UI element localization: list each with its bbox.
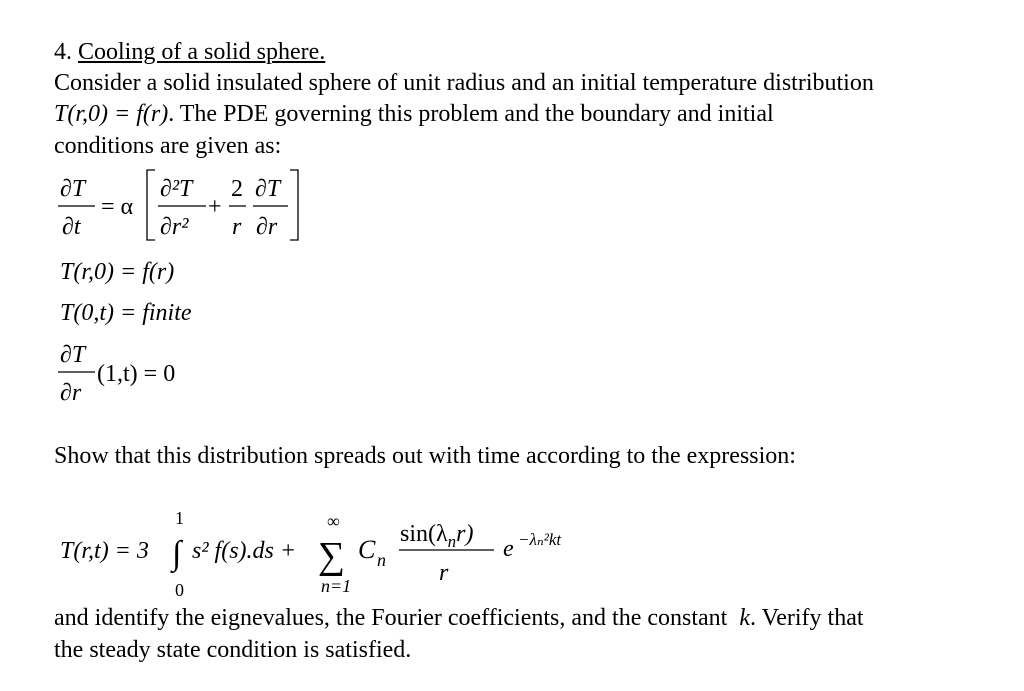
coefficient-c-subscript: n xyxy=(377,550,386,570)
initial-condition-inline: T(r,0) = f(r) xyxy=(54,101,169,127)
problem-title: Cooling of a solid sphere. xyxy=(78,39,326,65)
integrand: s² f(s).ds + xyxy=(192,538,297,564)
problem-number: 4. xyxy=(54,39,72,65)
center-condition: T(0,t) = finite xyxy=(60,300,192,326)
pde-equals-alpha: = α xyxy=(101,194,134,220)
pde-right-bracket xyxy=(290,170,298,240)
closing-line-1-start: and identify the eignevalues, the Fourier coefficients, and the constant xyxy=(54,605,728,631)
intro-line-3: conditions are given as: xyxy=(54,133,282,159)
exponential-base: e xyxy=(503,536,514,562)
pde-lhs-numerator: ∂T xyxy=(60,176,86,202)
boundary-condition-denominator: ∂r xyxy=(60,380,82,406)
closing-line-2: the steady state condition is satisfied. xyxy=(54,637,412,663)
boundary-condition-rest: (1,t) = 0 xyxy=(97,361,176,387)
solution-expression xyxy=(60,508,562,600)
fraction-numerator: $\sin(\lambda_nr)$ xyxy=(400,521,474,551)
pde-term2-coeff-numerator: 2 xyxy=(231,176,243,202)
closing-line-1-end: . Verify that xyxy=(750,605,864,631)
pde-lhs-denominator: ∂t xyxy=(62,214,81,240)
initial-condition: T(r,0) = f(r) xyxy=(60,259,175,285)
fraction-denominator: r xyxy=(439,560,449,586)
intro-line-2-rest: . The PDE governing this problem and the boundary and initial xyxy=(168,101,774,127)
integral-sign: ∫ xyxy=(172,535,182,572)
pde-term1-denominator: ∂r² xyxy=(160,214,189,240)
conditions-block xyxy=(58,259,192,406)
constant-k: k xyxy=(739,605,750,631)
closing-line-1 xyxy=(54,602,864,634)
exponential-power: −λₙ²kt xyxy=(518,530,562,549)
summation-upper-limit: ∞ xyxy=(327,511,340,531)
pde-left-bracket xyxy=(147,170,155,240)
pde-term2-numerator: ∂T xyxy=(255,176,281,202)
summation-lower-limit: n=1 xyxy=(321,576,352,596)
pde-term2-coeff-denominator: r xyxy=(232,214,242,240)
pde-term2-denominator: ∂r xyxy=(256,214,278,240)
integral-lower-limit: 0 xyxy=(175,580,184,600)
show-that-text: Show that this distribution spreads out with time according to the expression: xyxy=(54,443,796,469)
pde-term1-numerator: ∂²T xyxy=(160,176,193,202)
solution-lhs: T(r,t) = 3 xyxy=(60,538,149,564)
pde-plus: + xyxy=(208,194,222,220)
integral-upper-limit: 1 xyxy=(175,508,184,528)
coefficient-c: C xyxy=(358,535,376,564)
boundary-condition-numerator: ∂T xyxy=(60,342,86,368)
pde-equation xyxy=(58,170,298,240)
summation-sign: ∑ xyxy=(318,535,346,577)
intro-line-1: Consider a solid insulated sphere of unit radius and an initial temperature distribution xyxy=(54,70,874,96)
